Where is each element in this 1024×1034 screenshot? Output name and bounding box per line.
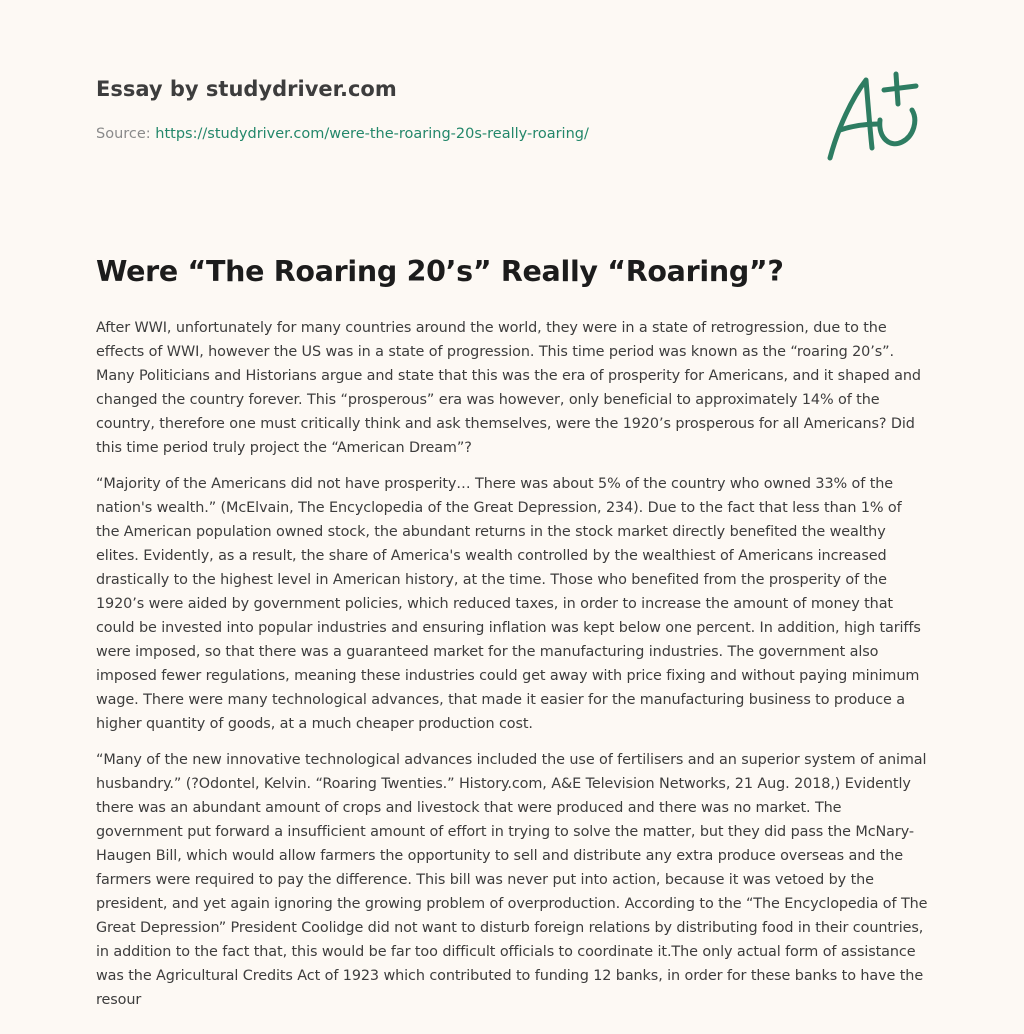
paragraph: “Many of the new innovative technological advances included the use of fertilisers and an superior system of animal husbandry.” (?Odontel, Kelvin. “Roaring Twenties.” History.com, A&E Television Networks, 21 Aug. 2018,) Evidently there was an abundant amount of crops and livestock that were produced and there was no market. The government put forward a insufficient amount of effort in trying to solve the matter, but they did pass the McNary-Haugen Bill, which would allow farmers the opportunity to sell and distribute any extra produce overseas and the farmers were required to pay the difference. This bill was never put into action, because it was vetoed by the president, and yet again ignoring the growing problem of overproduction. According to the “The Encyclopedia of The Great Depression” President Coolidge did not want to disturb foreign relations by distributing food in their countries, in addition to the fact that, this would be far too difficult officials to coordinate it.The only actual form of assistance was the Agricultural Credits Act of 1923 which contributed to funding 12 banks, in order for these banks to have the resour bbox=[96, 752, 928, 1008]
paragraph: “Majority of the Americans did not have prosperity… There was about 5% of the country who owned 33% of the nation's wealth.” (McElvain, The Encyclopedia of the Great Depression, 234). Due to the fact that less than 1% of the American population owned stock, the abundant returns in the stock market directly benefited the wealthy elites. Evidently, as a result, the share of America's wealth controlled by the wealthiest of Americans increased drastically to the highest level in American history, at the time. Those who benefited from the prosperity of the 1920’s were aided by government policies, which reduced taxes, in order to increase the amount of money that could be invested into popular industries and ensuring inflation was kept below one percent. In addition, high tariffs were imposed, so that there was a guaranteed market for the manufacturing industries. The government also imposed fewer regulations, meaning these industries could get away with price fixing and without paying minimum wage. There were many technological advances, that made it easier for the manufacturing business to produce a higher quantity of goods, at a much cheaper production cost. bbox=[96, 476, 921, 732]
essay-title: Were “The Roaring 20’s” Really “Roaring”? bbox=[96, 255, 784, 288]
a-plus-grade-icon bbox=[820, 68, 930, 164]
source-label: Source: bbox=[96, 126, 156, 142]
source-link[interactable]: https://studydriver.com/were-the-roaring-20s-really-roaring/ bbox=[155, 126, 589, 142]
source-line bbox=[96, 124, 796, 144]
paragraph: After WWI, unfortunately for many countries around the world, they were in a state of retrogression, due to the effects of WWI, however the US was in a state of progression. This time period was known as the “roaring 20’s”. Many Politicians and Historians argue and state that this was the era of prosperity for Americans, and it shaped and changed the country forever. This “prosperous” era was however, only beneficial to approximately 14% of the country, therefore one must critically think and ask themselves, were the 1920’s prosperous for all Americans? Did this time period truly project the “American Dream”? bbox=[96, 320, 921, 456]
brand-title: Essay by studydriver.com bbox=[96, 77, 397, 101]
a-plus-logo-svg bbox=[820, 68, 930, 164]
essay-body bbox=[96, 316, 928, 1020]
essay-header bbox=[96, 74, 796, 144]
